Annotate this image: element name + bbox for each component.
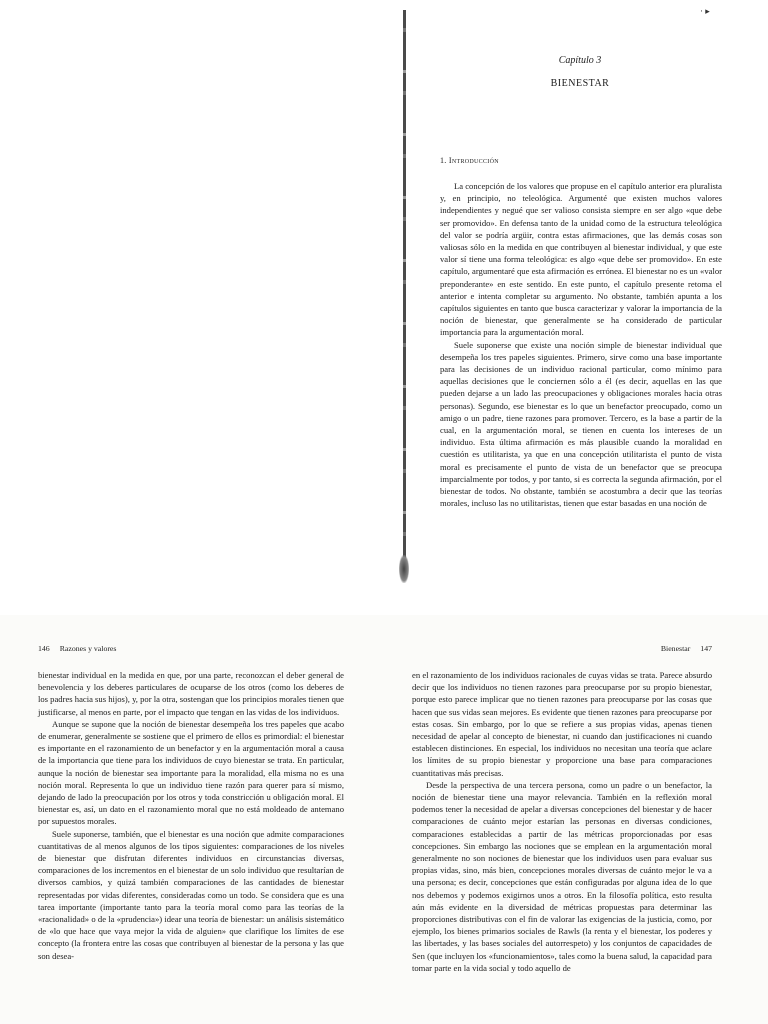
paragraph: La concepción de los valores que propuse en el capítulo anterior era pluralista y, en principio, no teleológica. Argumenté que existen muchos valores independientes y negué que ser valioso consista siempre en ser algo «que debe ser promovido». En defensa tanto de la unidad como de la estructura teleológica del valor se podría argüir, contra estas afirmaciones, que las demás cosas son valiosas sólo en la medida en que contribuyen al bienestar individual, y que este valor sí tiene una forma teleológica: es algo «que debe ser promovido». En este capítulo, argumentaré que esta afirmación es errónea. El bienestar no es un «valor preponderante» en este sentido. En este punto, el capítulo presente retoma el anterior e intenta completar su argumento. No obstante, también apunta a los capítulos siguientes en tanto que busca caracterizar y valorar la importancia de la noción de bienestar, que generalmente se ha considerado de particular importancia para la argumentación moral. (440, 181, 722, 338)
left-page-column (38, 669, 344, 962)
running-head-right (412, 644, 712, 653)
section-heading: 1. Introducción (440, 156, 499, 165)
scan-gutter-shadow (403, 10, 406, 570)
paragraph: Aunque se supone que la noción de bienestar desempeña los tres papeles que acabo de enumerar, generalmente se sostiene que el primero de ellos es primordial: el bienestar es importante en el razonamiento de un benefactor y en la argumentación moral a causa de la importancia que tiene para los individuos de cuyo bienestar se trata. En particular, aunque la noción de bienestar sea importante para la moralidad, ella misma no es una noción moral. Representa lo que un individuo tiene razón para querer para sí mismo, dejando de lado la preocupación por los otros y toda constricción u obligación moral. El bienestar es, así, un dato en el razonamiento moral que no está moldeado de antemano por supuestos morales. (38, 718, 344, 827)
page-number-left: 146 (38, 644, 50, 653)
chapter-title: BIENESTAR (550, 78, 610, 89)
chapter-heading (430, 55, 730, 89)
paragraph: Desde la perspectiva de una tercera persona, como un padre o un benefactor, la noción de bienestar tiene una mayor relevancia. También en la reflexión moral podemos tener la necesidad de apelar a diversas concepciones del bienestar y de hacer comparaciones de cuánto mejor estarían las personas en diversas condiciones, comparaciones establecidas a partir de las métricas proporcionadas por esas concepciones. Sin embargo las nociones que se emplean en la argumentación moral generalmente no son nociones de bienestar que los individuos usen para evaluar sus propias vidas, sino, más bien, concepciones morales diversas de cuánto mejor le va a una persona; es decir, concepciones que están configuradas por alguna idea de lo que nos debemos y podemos exigirnos unos a otros. En la filosofía política, esto resulta aún más evidente en la diversidad de métricas propuestas para determinar las proporciones distributivas con el fin de valorar las exigencias de la justicia, como, por ejemplo, los bienes primarios sociales de Rawls (la renta y el bienestar, los poderes y las libertades, y las bases sociales del autorrespeto) y los conjuntos de capacidades de Sen (que incluyen los «funcionamientos», tales como la buena salud, la capacidad para tomar parte en la vida social y todo aquello de (412, 779, 712, 973)
running-head-left (38, 644, 116, 653)
paragraph: Suele suponerse que existe una noción simple de bienestar individual que desempeña los tres papeles siguientes. Primero, sirve como una base importante para las decisiones de un individuo racional particular, como mínimo para aquellas decisiones que le conciernen sólo a él (es decir, aquellas en las que pueden dejarse a un lado las preocupaciones y obligaciones morales hacia otras personas). Segundo, ese bienestar es lo que un benefactor preocupado, como un amigo o un padre, tiene razones para promover. Tercero, es la base a partir de la cual, en la argumentación moral, se tienen en cuenta los intereses de un individuo. Esta última afirmación es más plausible cuando la moralidad en cuestión es utilitarista, ya que en una concepción utilitarista el punto de vista moral es precisamente el punto de vista de un benefactor que se preocupa imparcialmente por todos, y por tanto, si es correcta la segunda afirmación, por el bienestar de todos. No obstante, también se acostumbra a decir que las teorías morales, incluso las no utilitaristas, tienen que estar basadas en una noción de (440, 339, 722, 509)
paragraph: en el razonamiento de los individuos racionales de cuyas vidas se trata. Parece absurdo decir que los individuos no tienen razones para preocuparse por su propio bienestar, porque esto parece implicar que no tienen razones para preocuparse por las cosas que hacen que sus vidas sean mejores. Es evidente que tienen razones para preocuparse por estas cosas. Sin embargo, por lo que se refiere a sus propias vidas, apenas tienen necesidad de apelar al concepto de bienestar, ni cuando dan justificaciones ni cuando establecen distinciones. En especial, los individuos no necesitan una teoría que aclare los límites de su propio bienestar y proporcione una base para comparaciones cuantitativas más precisas. (412, 670, 712, 778)
paragraph: bienestar individual en la medida en que, por una parte, reconozcan el deber general de benevolencia y los deberes particulares de ocuparse de los otros (como los deberes de los padres hacia sus hijos), y, por la otra, sostengan que los principios morales tienen que justificarse, al menos en parte, por el impacto que tengan en las vidas de los individuos. (38, 670, 344, 717)
right-page-column (412, 669, 712, 974)
scan-gutter-mark (399, 555, 409, 583)
running-title-right: Bienestar (660, 644, 691, 653)
upper-text-column (440, 180, 722, 509)
chapter-number: Capítulo 3 (558, 55, 602, 66)
page-number-right: 147 (700, 644, 712, 653)
scan-corner-mark: · ▸ (700, 6, 710, 16)
paragraph: Suele suponerse, también, que el bienestar es una noción que admite comparaciones cuantitativas de al menos algunos de los tipos siguientes: comparaciones de los niveles de bienestar que disfrutan diferentes individuos en circunstancias diversas, comparaciones de los incrementos en el bienestar de un solo individuo que resultarían de diversos cambios, y quizá también comparaciones de las cantidades de bienestar representadas por vidas diferentes, consideradas como un todo. Se considera que es una tarea importante (importante tanto para la teoría moral como para las teorías de la «racionalidad» o de la «prudencia») idear una teoría de bienestar: un análisis sistemático de «lo que hace que vaya mejor la vida de alguien» que clarifique los límites de ese concepto (la frontera entre las cosas que contribuyen al bienestar de la persona y las que son desea- (38, 828, 344, 961)
running-title-left: Razones y valores (59, 644, 117, 653)
